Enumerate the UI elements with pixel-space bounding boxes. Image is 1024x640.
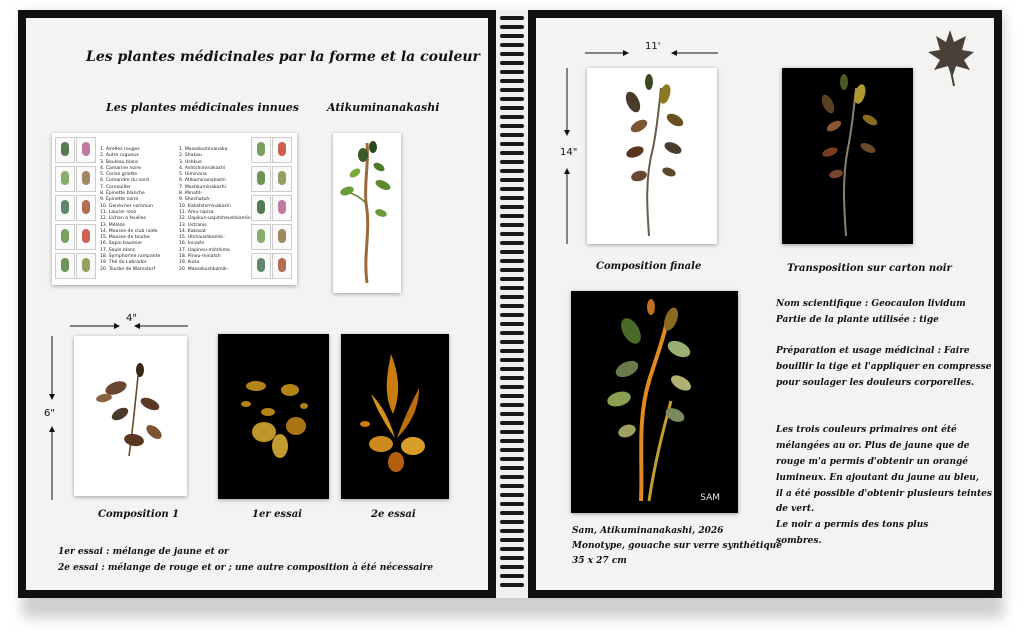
plant-info-line: bouillir la tige et l'appliquer en compresse <box>776 362 992 373</box>
plant-list-item: 2. Shakau <box>179 153 202 159</box>
spiral-ring <box>500 412 524 416</box>
spiral-ring <box>500 187 524 191</box>
plant-info-line <box>776 329 992 345</box>
plant-list-item: 6. Atikuminanakashi <box>179 178 226 184</box>
spiral-ring <box>500 511 524 515</box>
page-title: Les plantes médicinales par la forme et la couleur <box>86 49 480 65</box>
spiral-ring <box>500 547 524 551</box>
plant-info-line: de vert. <box>776 504 815 515</box>
plant-info-line: mélangées au or. Plus de jaune que de <box>776 441 970 452</box>
plant-info-line: lumineux. En ajoutant du jaune au bleu, <box>776 472 979 483</box>
spiral-ring <box>500 250 524 254</box>
plant-list-item: 16. Innashi <box>179 241 205 247</box>
plant-list-item: 10. Genévrier commun <box>100 203 154 209</box>
spiral-ring <box>500 448 524 452</box>
spiral-ring <box>500 430 524 434</box>
essai-1-caption: 1er essai <box>252 509 302 520</box>
spiral-ring <box>500 304 524 308</box>
plant-info-line: il a été possible d'obtenir plusieurs teintes <box>776 488 992 499</box>
plant-thumbnail <box>55 137 75 163</box>
spiral-ring <box>500 232 524 236</box>
plant-list-item: 10. Kakatshiminakashi <box>179 203 231 209</box>
maple-leaf-icon <box>924 26 976 88</box>
plant-list-item: 15. Mousse de tourbe <box>100 235 150 241</box>
final-artwork-card <box>571 291 738 513</box>
plant-thumbnail <box>76 137 96 163</box>
artwork-caption-line: 35 x 27 cm <box>572 556 627 566</box>
essai-2-caption: 2e essai <box>371 509 416 520</box>
composition-1-caption: Composition 1 <box>98 509 180 520</box>
plant-list-item: 14. Mousse de club raide <box>100 228 158 234</box>
plant-list-item: 4. Camarine noire <box>100 165 142 171</box>
spiral-ring <box>500 322 524 326</box>
plant-info-text <box>776 297 992 550</box>
spiral-ring <box>500 421 524 425</box>
plant-list-item: 7. Cornouiller <box>100 184 131 190</box>
spiral-ring <box>500 277 524 281</box>
essai-2-note: 2e essai : mélange de rouge et or ; une autre composition à été nécessaire <box>58 563 434 573</box>
spiral-ring <box>500 538 524 542</box>
plant-info-line: Nom scientifique : Geocaulon lividum <box>776 299 966 309</box>
spiral-ring <box>500 259 524 263</box>
spiral-ring <box>500 205 524 209</box>
plant-list-item: 17. Saule blanc <box>100 247 136 253</box>
plant-list-item: 11. Amu-nipisa <box>179 209 214 215</box>
plant-thumbnail <box>76 224 96 250</box>
plant-thumbnail <box>76 195 96 221</box>
plant-thumbnail <box>55 253 75 279</box>
spiral-ring <box>500 142 524 146</box>
height-label-left: 6" <box>44 408 55 419</box>
plant-list-item: 17. Uapineu-mitshima <box>179 247 230 253</box>
spiral-ring <box>500 502 524 506</box>
essai-1-card <box>218 334 329 499</box>
spiral-ring <box>500 25 524 29</box>
plant-info-line: Les trois couleurs primaires ont été <box>776 425 957 436</box>
spiral-ring <box>500 88 524 92</box>
plant-thumbnail <box>55 224 75 250</box>
spiral-ring <box>500 574 524 578</box>
spiral-ring <box>500 349 524 353</box>
spiral-ring <box>500 106 524 110</box>
spiral-ring <box>500 394 524 398</box>
spiral-ring <box>500 79 524 83</box>
spiral-ring <box>500 196 524 200</box>
plant-info-line: sombres. <box>776 535 822 546</box>
spiral-ring <box>500 439 524 443</box>
spiral-ring <box>500 124 524 128</box>
plant-thumbnail <box>55 195 75 221</box>
spiral-ring <box>500 520 524 524</box>
plant-list-item: 9. Épinette noire <box>100 197 139 203</box>
artwork-caption-line: Sam, Atikuminanakashi, 2026 <box>572 526 724 536</box>
spiral-ring <box>500 61 524 65</box>
spiral-ring <box>500 331 524 335</box>
width-label-right: 11' <box>645 41 661 52</box>
spiral-ring <box>500 97 524 101</box>
plant-list-item: 19. Ikuta <box>179 260 200 266</box>
plant-list-item: 12. Lichen à feuilles <box>100 216 146 222</box>
black-transposition-card <box>782 68 913 244</box>
plant-list-item: 3. Bouleau blanc <box>100 159 139 165</box>
spiral-ring <box>500 529 524 533</box>
plant-list-item: 5. Uiminana <box>179 172 207 178</box>
spiral-ring <box>500 223 524 227</box>
plant-list-item: 8. Épinette blanche <box>100 191 145 197</box>
spiral-ring <box>500 241 524 245</box>
spiral-ring <box>500 340 524 344</box>
plant-thumbnail <box>272 137 292 163</box>
spiral-ring <box>500 385 524 389</box>
spiral-ring <box>500 268 524 272</box>
plant-thumbnail <box>251 195 271 221</box>
plant-list-item: 14. Kakasat <box>179 228 206 234</box>
spiral-ring <box>500 178 524 182</box>
plant-list-item: 2. Autre rugueux <box>100 153 139 159</box>
plant-info-line: Partie de la plante utilisée : tige <box>776 314 939 325</box>
spiral-ring <box>500 34 524 38</box>
plant-list-item: 1. Airelles rouges <box>100 147 140 152</box>
spiral-ring <box>500 43 524 47</box>
plant-list-item: 13. Ustranis <box>179 222 207 228</box>
final-composition-caption: Composition finale <box>596 261 702 272</box>
spiral-ring <box>500 151 524 155</box>
plant-list-item: 6. Comandre du nord <box>100 178 149 184</box>
plant-list-item: 8. Minaht- <box>179 191 203 197</box>
plant-thumbnail <box>251 166 271 192</box>
spiral-ring <box>500 583 524 587</box>
plant-list-item: 19. Thé du Labrador <box>100 260 147 266</box>
french-name-list <box>100 147 160 273</box>
spiral-ring <box>500 313 524 317</box>
plant-list-item: 11. Laurier rose <box>100 209 137 215</box>
plant-thumbnail <box>76 166 96 192</box>
plant-list-item: 20. Massekushkamik- <box>179 266 229 272</box>
artwork-caption <box>572 524 782 569</box>
spiral-ring <box>500 484 524 488</box>
plant-list-item: 7. Mashkuminakashi <box>179 184 226 190</box>
innu-plants-heading: Les plantes médicinales innues <box>106 101 299 114</box>
spiral-ring <box>500 16 524 20</box>
spiral-binding <box>496 10 528 598</box>
composition-1-card <box>74 336 187 496</box>
plant-thumbnail <box>272 224 292 250</box>
plant-thumbnail <box>55 166 75 192</box>
spiral-ring <box>500 376 524 380</box>
artwork-caption-line: Monotype, gouache sur verre synthétique <box>572 541 782 551</box>
plant-list-item: 5. Cerise griotte <box>100 172 138 178</box>
plant-list-item: 3. Ushkue <box>179 159 202 165</box>
plant-list-item: 16. Sapin baumier <box>100 241 143 247</box>
height-arrow-left <box>46 336 58 502</box>
height-label-right: 14" <box>560 147 578 158</box>
width-label-left: 4" <box>126 313 137 324</box>
plant-list-item: 13. Mélèze <box>100 222 125 228</box>
plant-list-item: 12. Uapikun-uapitsheushkamik- <box>179 216 252 222</box>
plant-name-heading: Atikuminanakashi <box>327 101 440 114</box>
spiral-ring <box>500 556 524 560</box>
spiral-ring <box>500 466 524 470</box>
plant-thumbnail <box>251 137 271 163</box>
spiral-ring <box>500 475 524 479</box>
plant-info-line: pour soulager les douleurs corporelles. <box>776 377 975 388</box>
spiral-ring <box>500 358 524 362</box>
plant-thumbnail <box>272 195 292 221</box>
plant-list-item: 15. Utshaushkamik- <box>179 235 225 241</box>
plant-list-item: 9. Sheshatuh- <box>179 197 211 203</box>
spiral-ring <box>500 493 524 497</box>
plant-info-line <box>776 408 992 424</box>
final-composition-card <box>587 68 717 244</box>
plant-list-item: 1. Massekuminanaka <box>179 147 228 152</box>
plant-list-item: 20. Tourbe de Warnstorf <box>100 266 156 272</box>
spiral-ring <box>500 403 524 407</box>
transposition-caption: Transposition sur carton noir <box>787 263 952 274</box>
plant-info-line <box>776 392 992 408</box>
atikuminanakashi-photo <box>333 133 401 293</box>
spiral-ring <box>500 169 524 173</box>
spiral-ring <box>500 52 524 56</box>
spiral-ring <box>500 286 524 290</box>
plant-list-item: 18. Pineu-minatsh <box>179 254 221 260</box>
plant-info-line: rouge m'a permis d'obtenir un orangé <box>776 456 969 467</box>
plant-thumbnail <box>76 253 96 279</box>
artist-signature: SAM <box>700 493 720 503</box>
plant-info-line: Préparation et usage médicinal : Faire <box>776 346 970 357</box>
medicinal-plants-chart <box>52 133 297 285</box>
plant-thumbnail <box>272 166 292 192</box>
spiral-ring <box>500 133 524 137</box>
plant-thumbnail <box>251 224 271 250</box>
plant-thumbnail <box>251 253 271 279</box>
spiral-ring <box>500 160 524 164</box>
essai-1-note: 1er essai : mélange de jaune et or <box>58 547 229 557</box>
spiral-ring <box>500 295 524 299</box>
plant-thumbnail <box>272 253 292 279</box>
spiral-ring <box>500 367 524 371</box>
spiral-ring <box>500 115 524 119</box>
spiral-ring <box>500 565 524 569</box>
plant-list-item: 18. Symphorine rampante <box>100 254 161 260</box>
innu-name-list <box>179 147 252 273</box>
essai-2-card <box>341 334 449 499</box>
spiral-ring <box>500 457 524 461</box>
spiral-ring <box>500 70 524 74</box>
plant-info-line: Le noir a permis des tons plus <box>776 520 929 531</box>
spiral-ring <box>500 214 524 218</box>
plant-list-item: 4. Ashtshiminakashi <box>179 165 226 171</box>
